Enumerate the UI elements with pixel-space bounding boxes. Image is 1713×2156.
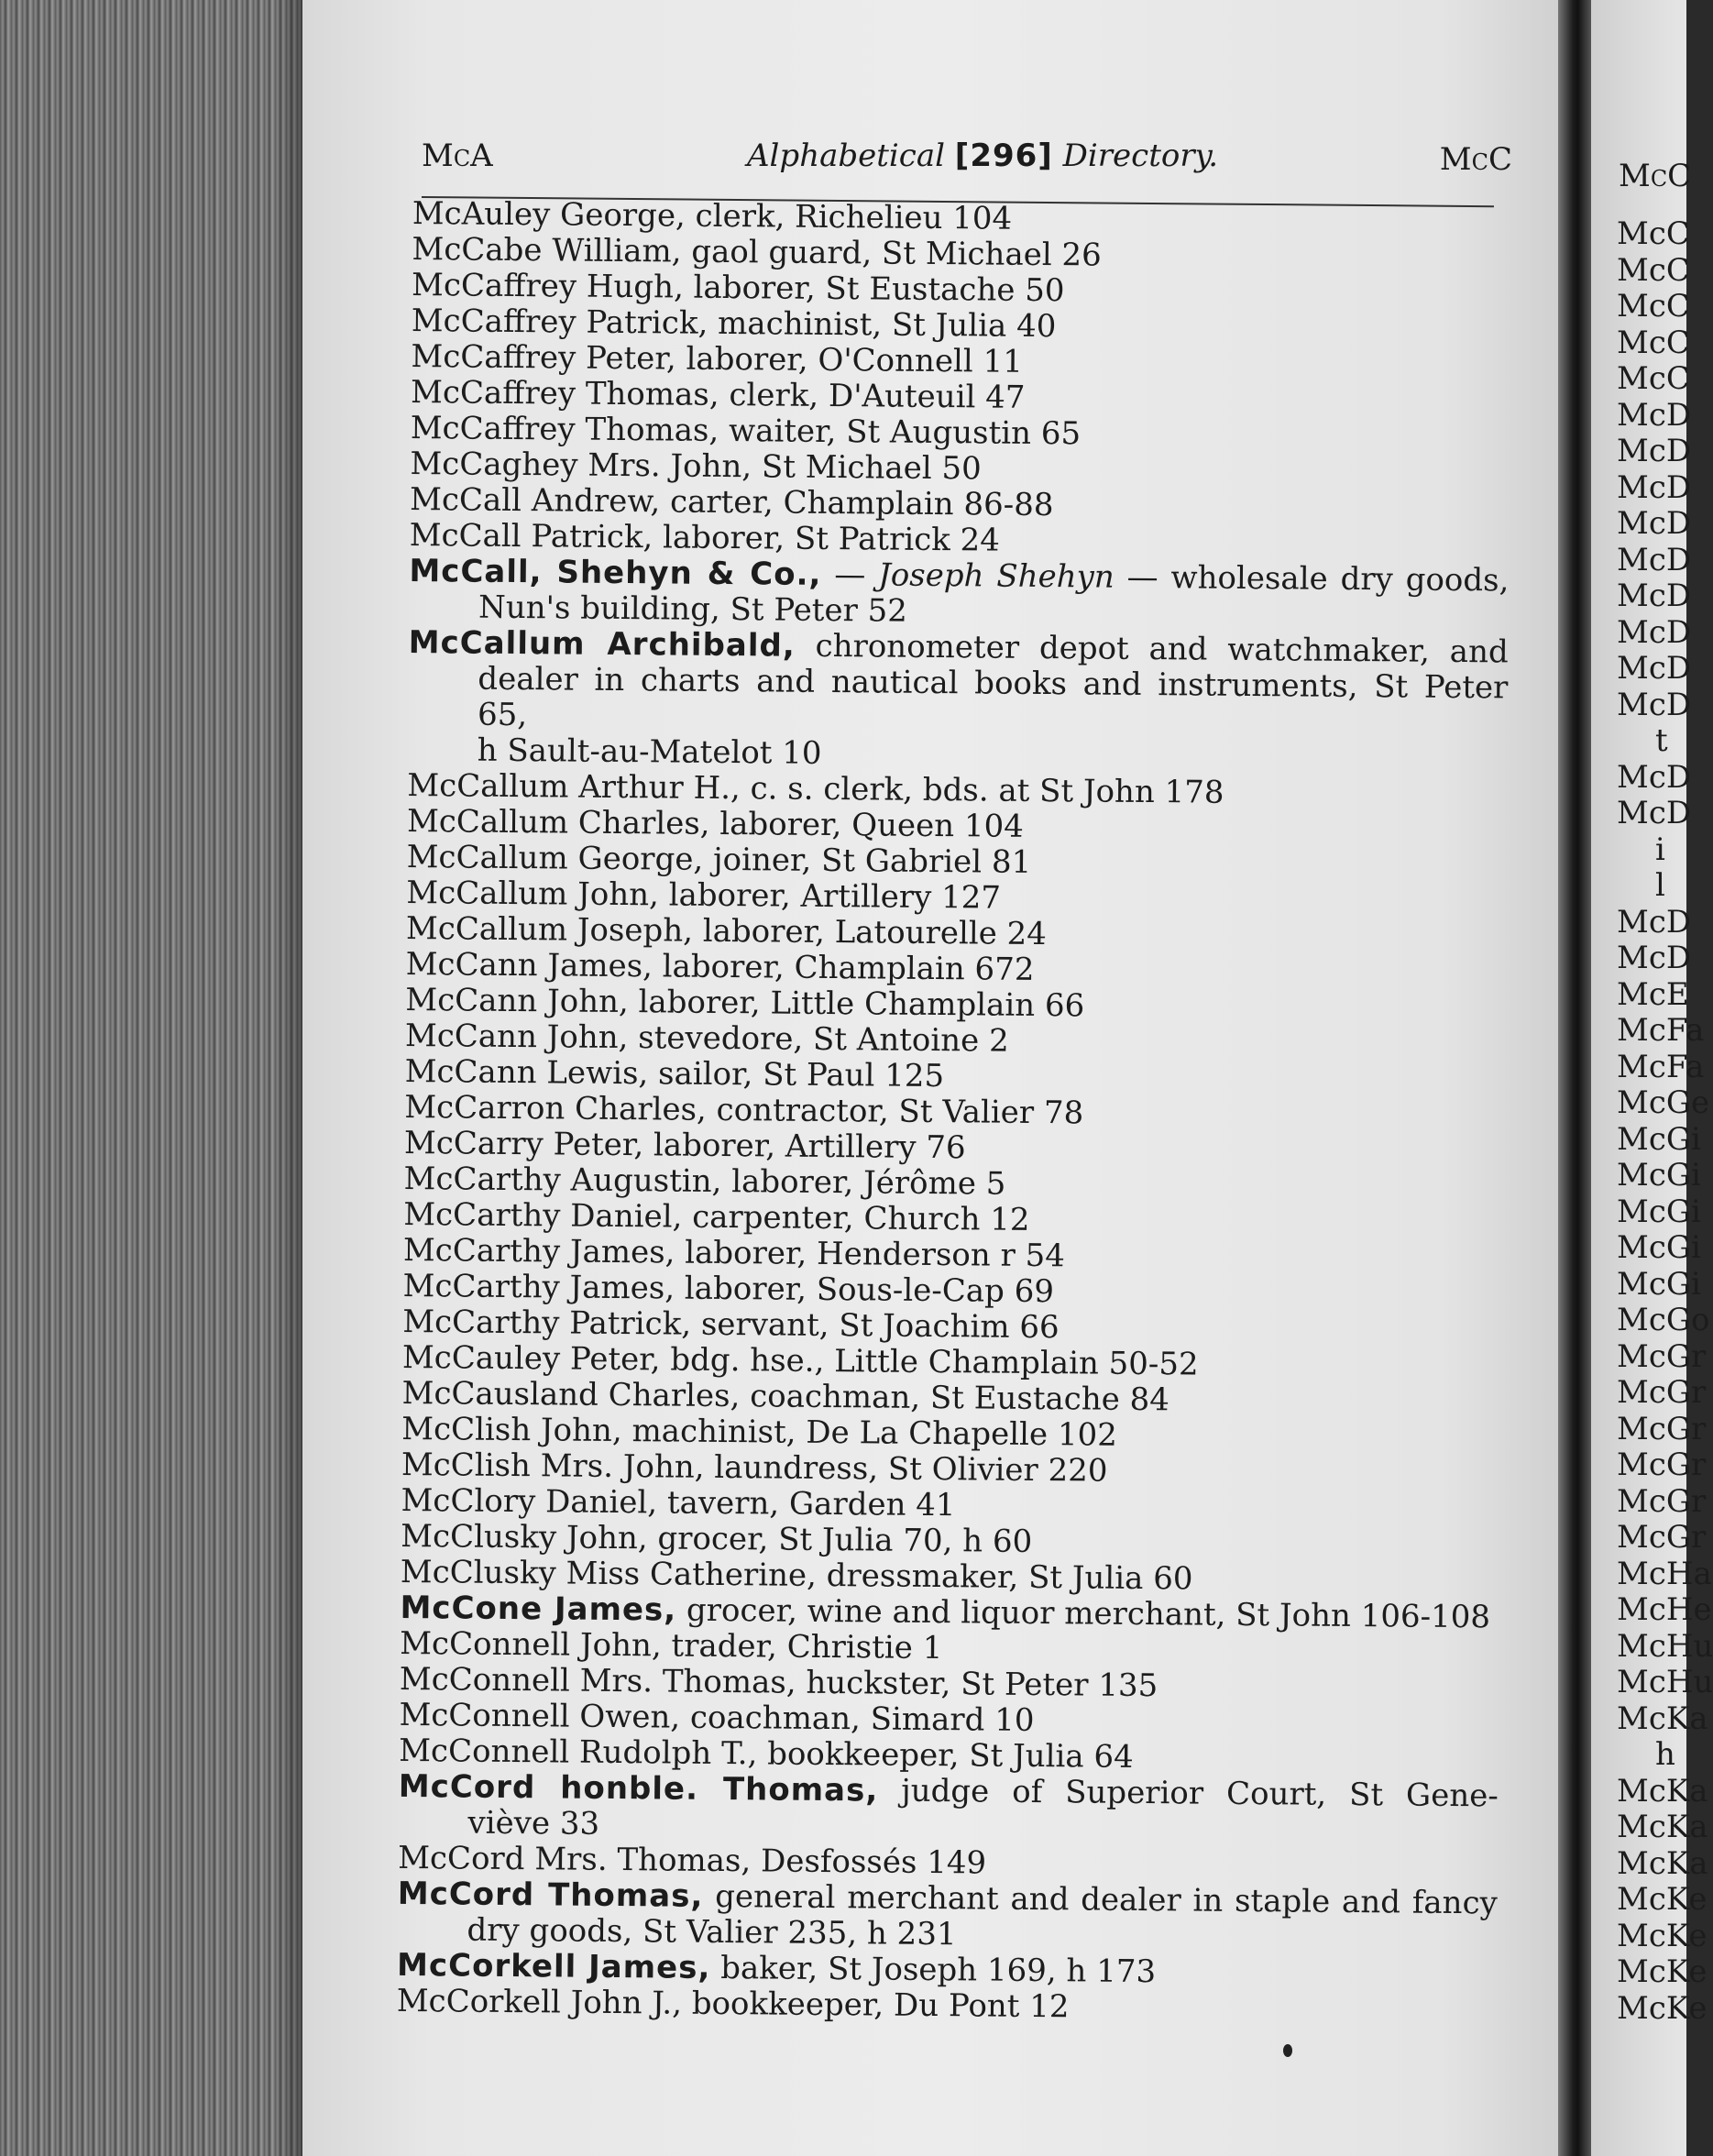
entry-description: grocer, wine and liquor merchant, St John 106-108 [676, 1591, 1491, 1636]
adjacent-page-line: McC [1617, 251, 1690, 289]
entry-bold-name: McCone James, [400, 1589, 677, 1629]
entry-first-line: McCann James, laborer, Champlain 672 [405, 945, 1035, 988]
adjacent-page-line: McGr [1617, 1482, 1707, 1520]
entry-first-line: McCaffrey Thomas, clerk, D'Auteuil 47 [410, 373, 1026, 416]
adjacent-page-line: McGr [1617, 1337, 1707, 1375]
adjacent-page-line: McKe [1617, 1917, 1708, 1954]
adjacent-page-line: McD [1617, 396, 1692, 434]
entry-first-line: McCarron Charles, contractor, St Valier 78 [404, 1088, 1084, 1132]
adjacent-page-line: McE [1617, 975, 1689, 1013]
left-guide-word: McA [422, 138, 493, 174]
adjacent-page-line: McC [1617, 324, 1690, 361]
adjacent-page-line: McD [1617, 686, 1692, 723]
adjacent-page-line: l [1655, 867, 1665, 904]
adjacent-page-line: McGi [1617, 1193, 1701, 1230]
running-title [747, 138, 1218, 174]
adjacent-page-line: McHu [1617, 1627, 1713, 1665]
right-guide-word: McC [1439, 141, 1512, 178]
entry-first-line: McCarthy Patrick, servant, St Joachim 66 [402, 1303, 1060, 1347]
entry-description: judge of Superior Court, St Gene- [878, 1772, 1499, 1815]
adjacent-page-line: McGi [1617, 1265, 1701, 1303]
adjacent-page-line: McD [1617, 578, 1692, 614]
entry-bold-name: McCord Thomas, [397, 1875, 704, 1915]
entry-first-line: McClusky Miss Catherine, dressmaker, St Julia 60 [400, 1553, 1193, 1598]
adjacent-page-line: McGi [1617, 1157, 1701, 1194]
entry-first-line: McCaffrey Patrick, machinist, St Julia 40 [411, 302, 1057, 346]
entry-bold-name: McCorkell James, [396, 1946, 711, 1986]
entry-first-line: McCall Andrew, carter, Champlain 86-88 [409, 480, 1054, 524]
entry-continuation-line: h Sault-au-Matelot 10 [477, 732, 822, 772]
entry-first-line: McCallum George, joiner, St Gabriel 81 [406, 838, 1032, 881]
adjacent-page-line: McKa [1617, 1700, 1708, 1737]
entry-italic-partner: Joseph Shehyn [878, 556, 1115, 596]
title-suffix: Directory. [1062, 138, 1219, 174]
entry-first-line: McCaffrey Hugh, laborer, St Eustache 50 [411, 266, 1065, 310]
adjacent-page-line: t [1655, 722, 1668, 759]
entry-dash: — [821, 556, 879, 594]
adjacent-page-line: McD [1617, 433, 1692, 469]
adjacent-page-header: McC [1619, 158, 1692, 194]
entry-first-line: McCarthy James, laborer, Sous-le-Cap 69 [402, 1267, 1055, 1311]
entry-first-line: McConnell Mrs. Thomas, huckster, St Peter 135 [399, 1660, 1158, 1705]
book-gutter [1558, 0, 1591, 2156]
adjacent-page-line: McHe [1617, 1591, 1712, 1628]
adjacent-page-line: McHa [1617, 1555, 1712, 1592]
adjacent-page-line: McD [1617, 613, 1692, 651]
entry-continuation-line: dry goods, St Valier 235, h 231 [467, 1911, 957, 1953]
adjacent-page-line: McD [1617, 940, 1692, 976]
adjacent-page-line: McFa [1617, 1048, 1705, 1085]
adjacent-page-line: McKe [1617, 1953, 1708, 1990]
entry-first-line: McClory Daniel, tavern, Garden 41 [401, 1481, 956, 1524]
adjacent-page-lines [1617, 216, 1713, 2027]
entry-first-line: McClish John, machinist, De La Chapelle 102 [401, 1410, 1118, 1454]
title-prefix: Alphabetical [747, 138, 945, 174]
entry-first-line: McCann John, stevedore, St Antoine 2 [404, 1017, 1009, 1060]
adjacent-page-line: i [1655, 830, 1665, 868]
adjacent-page-line: McD [1617, 541, 1692, 578]
directory-entry [397, 1876, 1498, 1957]
entry-first-line: McCaffrey Thomas, waiter, St Augustin 65 [410, 409, 1082, 453]
entry-bold-name: McCord honble. Thomas, [398, 1767, 879, 1810]
entry-first-line: McCord Mrs. Thomas, Desfossés 149 [398, 1839, 987, 1882]
book-page-edges [0, 0, 312, 2156]
adjacent-page-line: McD [1617, 903, 1692, 940]
adjacent-page-line: McKa [1617, 1809, 1708, 1845]
adjacent-page [1591, 0, 1713, 2156]
entry-continuation-line: dealer in charts and nautical books and instruments, St Peter 65, [477, 660, 1509, 734]
entry-first-line: McCann Lewis, sailor, St Paul 125 [404, 1052, 945, 1095]
adjacent-page-line: McGr [1617, 1410, 1707, 1447]
entry-description: — wholesale dry goods, [1114, 558, 1510, 600]
adjacent-page-line: McD [1617, 468, 1692, 506]
adjacent-page-line: McGr [1617, 1446, 1707, 1483]
entry-first-line: McCallum Joseph, laborer, Latourelle 24 [405, 909, 1048, 953]
adjacent-page-line: McC [1617, 360, 1690, 397]
entry-first-line: McClish Mrs. John, laundress, St Olivier 220 [401, 1446, 1108, 1490]
adjacent-page-line: McGe [1617, 1084, 1710, 1121]
entry-first-line: McCallum Arthur H., c. s. clerk, bds. at St John 178 [407, 766, 1224, 811]
entry-first-line: McConnell John, trader, Christie 1 [400, 1624, 943, 1667]
ink-spot [1283, 2044, 1292, 2057]
adjacent-page-line: McGr [1617, 1519, 1707, 1556]
entry-first-line: McClusky John, grocer, St Julia 70, h 60 [401, 1517, 1033, 1560]
entry-first-line: McCallum John, laborer, Artillery 127 [406, 874, 1002, 917]
adjacent-page-line: McKe [1617, 1989, 1708, 2027]
adjacent-page-line: McC [1617, 215, 1690, 252]
adjacent-page-line: McKe [1617, 1881, 1708, 1918]
directory-entry [409, 554, 1510, 634]
entry-description: chronometer depot and watchmaker, and [795, 627, 1509, 671]
adjacent-page-line: McD [1617, 758, 1692, 796]
entry-first-line: McConnell Rudolph T., bookkeeper, St Julia 64 [399, 1732, 1134, 1776]
directory-entry [408, 625, 1509, 777]
entry-first-line: McCausland Charles, coachman, St Eustache 84 [401, 1374, 1170, 1419]
adjacent-page-line: McD [1617, 795, 1692, 831]
entry-description: baker, St Joseph 169, h 173 [710, 1949, 1157, 1991]
entry-first-line: McCorkell John J., bookkeeper, Du Pont 12 [396, 1982, 1070, 2026]
adjacent-page-line: McC [1617, 288, 1690, 324]
entry-first-line: McCarthy Daniel, carpenter, Church 12 [403, 1195, 1030, 1238]
adjacent-page-line: McGr [1617, 1374, 1707, 1411]
entry-first-line: McCauley Peter, bdg. hse., Little Champlain 50-52 [401, 1338, 1199, 1383]
adjacent-page-line: McKa [1617, 1772, 1708, 1810]
entry-first-line: McCall Patrick, laborer, St Patrick 24 [409, 516, 1001, 559]
entry-first-line: McCabe William, gaol guard, St Michael 26 [412, 230, 1102, 274]
entry-first-line: McCaffrey Peter, laborer, O'Connell 11 [411, 337, 1024, 380]
entry-bold-name: McCallum Archibald, [408, 623, 796, 665]
adjacent-page-line: McD [1617, 650, 1692, 687]
entry-first-line: McCarthy Augustin, laborer, Jérôme 5 [403, 1160, 1006, 1203]
page-header [422, 138, 1512, 183]
adjacent-page-line: McFa [1617, 1012, 1705, 1049]
entry-first-line: McCaghey Mrs. John, St Michael 50 [410, 445, 982, 488]
entry-first-line: McCarthy James, laborer, Henderson r 54 [402, 1231, 1066, 1275]
page-number: [296] [954, 138, 1053, 174]
entry-first-line: McCallum Charles, laborer, Queen 104 [406, 802, 1025, 845]
entry-first-line: McConnell Owen, coachman, Simard 10 [399, 1696, 1035, 1739]
adjacent-page-line: McGi [1617, 1120, 1701, 1158]
directory-entries [397, 196, 1512, 2029]
adjacent-page-line: McKa [1617, 1844, 1708, 1882]
entry-first-line: McAuley George, clerk, Richelieu 104 [412, 195, 1013, 237]
entry-first-line: McCarry Peter, laborer, Artillery 76 [403, 1124, 966, 1167]
entry-continuation-line: Nun's building, St Peter 52 [478, 588, 908, 630]
entry-continuation-line: viève 33 [467, 1804, 600, 1842]
adjacent-page-line: McD [1617, 505, 1692, 542]
directory-entry [398, 1769, 1499, 1850]
entry-bold-name: McCall, Shehyn & Co., [409, 552, 822, 593]
adjacent-page-line: McHu [1617, 1664, 1713, 1700]
adjacent-page-line: McGo [1617, 1302, 1710, 1338]
entry-first-line: McCann John, laborer, Little Champlain 66 [405, 981, 1085, 1025]
adjacent-page-line: McGi [1617, 1229, 1701, 1266]
entry-description: general merchant and dealer in staple and fancy [703, 1877, 1498, 1922]
adjacent-page-line: h [1655, 1736, 1675, 1773]
